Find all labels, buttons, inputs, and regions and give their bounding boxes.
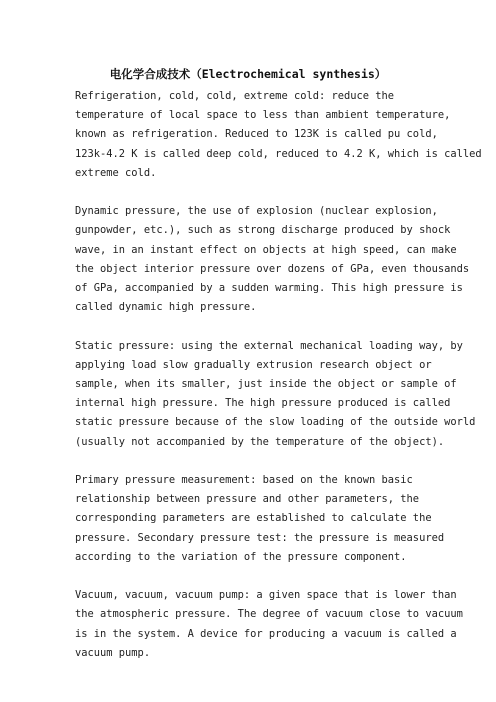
- text-line: gunpowder, etc.), such as strong discharge produced by shock: [75, 224, 451, 237]
- text-line: Static pressure: using the external mechanical loading way, by: [75, 339, 463, 352]
- text-line: the atmospheric pressure. The degree of vacuum close to vacuum: [75, 608, 463, 621]
- document-body: [75, 87, 482, 682]
- text-line: 123k-4.2 K is called deep cold, reduced to 4.2 K, which is called: [75, 147, 482, 160]
- text-line: static pressure because of the slow loading of the outside world: [75, 416, 476, 429]
- text-line: is in the system. A device for producing a vacuum is called a: [75, 627, 457, 640]
- text-line: applying load slow gradually extrusion research object or: [75, 358, 432, 371]
- paragraph-dynamic-pressure: [75, 202, 470, 317]
- text-line: extreme cold.: [75, 166, 157, 179]
- text-line: known as refrigeration. Reduced to 123K is called pu cold,: [75, 128, 438, 141]
- text-line: Primary pressure measurement: based on the known basic: [75, 474, 413, 487]
- paragraph-refrigeration: [75, 87, 482, 183]
- text-line: Refrigeration, cold, cold, extreme cold: reduce the: [75, 90, 395, 102]
- text-line: according to the variation of the pressure component.: [75, 550, 407, 563]
- text-line: sample, when its smaller, just inside the object or sample of: [75, 378, 457, 391]
- text-line: the object interior pressure over dozens of GPa, even thousands: [75, 262, 470, 275]
- text-line: pressure. Secondary pressure test: the pressure is measured: [75, 531, 445, 544]
- paragraph-pressure-measurement: [75, 471, 445, 567]
- text-line: (usually not accompanied by the temperature of the object).: [75, 435, 445, 448]
- text-line: corresponding parameters are established to calculate the: [75, 512, 432, 525]
- text-line: Dynamic pressure, the use of explosion (nuclear explosion,: [75, 205, 438, 218]
- text-line: wave, in an instant effect on objects at high speed, can make: [75, 243, 457, 256]
- document-title: 电化学合成技术（Electrochemical synthesis）: [109, 67, 387, 81]
- text-line: Vacuum, vacuum, vacuum pump: a given space that is lower than: [75, 589, 457, 602]
- text-line: called dynamic high pressure.: [75, 301, 257, 314]
- text-line: relationship between pressure and other parameters, the: [75, 493, 420, 506]
- paragraph-static-pressure: [75, 337, 476, 452]
- text-line: internal high pressure. The high pressure produced is called: [75, 397, 451, 410]
- text-line: temperature of local space to less than ambient temperature,: [75, 109, 451, 122]
- paragraph-vacuum: [75, 586, 463, 663]
- text-line: vacuum pump.: [75, 646, 151, 659]
- text-line: of GPa, accompanied by a sudden warming. This high pressure is: [75, 282, 463, 295]
